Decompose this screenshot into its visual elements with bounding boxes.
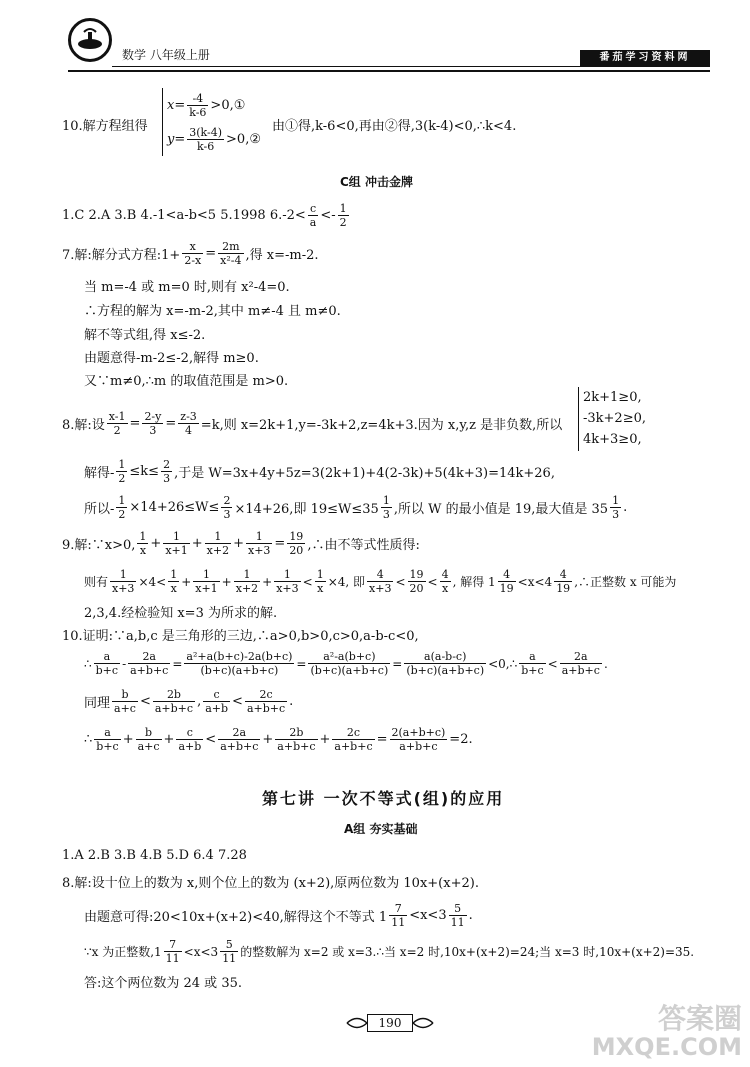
answers-a: 1.A 2.B 3.B 4.B 5.D 6.4 7.28 xyxy=(62,848,247,863)
inequality-system: 2k+1≥0, -3k+2≥0, 4k+3≥0, xyxy=(578,387,646,451)
section-c-heading: C组 冲击金牌 xyxy=(340,175,413,189)
q10-proof-line3: 同理 $\frac{b}{a+c}$ < $\frac{2b}{a+b+c}$ , $\frac{c}{a+b}$ < $\frac{2c}{a+b+c}$ . xyxy=(84,688,294,715)
q10-label: 10.解方程组得 xyxy=(62,119,148,134)
q8b-answer: 答:这个两位数为 24 或 35. xyxy=(84,976,242,991)
brand-banner: 番茄学习资料网 xyxy=(580,50,710,66)
q7-line2: 当 m=-4 或 m=0 时,则有 x²-4=0. xyxy=(84,280,290,295)
section-a-heading: A组 夯实基础 xyxy=(344,822,418,836)
q7-line3: ∴方程的解为 x=-m-2,其中 m≠-4 且 m≠0. xyxy=(84,304,341,319)
q10-proof-line1: 10.证明:∵a,b,c 是三角形的三边,∴a>0,b>0,c>0,a-b-c<0, xyxy=(62,629,419,644)
q10-conclusion: 由①得,k-6<0,再由②得,3(k-4)<0,∴k<4. xyxy=(272,119,517,134)
q7-line1: 7.解:解分式方程:1+ $\frac{x}{2-x}$ = $\frac{2m}{\text{x²-4}}$ ,得 x=-m-2. xyxy=(62,240,319,267)
q8b-line3: ∵x 为正整数,1 $\frac{7}{11}$ <x<3 $\frac{5}{11}$ 的整数解为 x=2 或 x=3.∴当 x=2 时,10x+(x+2)=24;当 x=3 时,10x+(x+2)=35. xyxy=(84,938,695,965)
q9-line2: 则有 $\frac{1}{x+3}$ ×4< $\frac{1}{x}$ + $\frac{1}{x+1}$ + $\frac{1}{x+2}$ + $\frac{1}{x+3}$ < $\frac{1}{x}$ ×4, 即 $\frac{4}{x+3}$ < $\frac{19}{20}$ < $\frac{4}{x}$ , 解得 1 $\frac{4}{19}$ <x<4 $\frac{4}{19}$ ,∴正整数 x 可能为 xyxy=(84,568,677,595)
q8-line1: 8.解:设 $\frac{x-1}{2}$ = $\frac{2-y}{3}$ = $\frac{z-3}{4}$ =k,则 x=2k+1,y=-3k+2,z=4k+3.因为 x,y,z 是非负数,所以 xyxy=(62,410,563,437)
q8b-line1: 8.解:设十位上的数为 x,则个位上的数为 (x+2),原两位数为 10x+(x+2). xyxy=(62,876,479,891)
q10-proof-line2: ∴ $\frac{a}{b+c}$ - $\frac{2a}{a+b+c}$ = $\frac{\text{a²+a(b+c)-2a(b+c)}}{(b+c)(a+b+c)}$ = $\frac{\text{a²-a(b+c)}}{(b+c)(a+b+c)}$ = $\frac{a(a-b-c)}{(b+c)(a+b+c)}$ <0,∴ $\frac{a}{b+c}$ < $\frac{2a}{a+b+c}$ . xyxy=(84,650,608,677)
q8-line2: 解得- $\frac{1}{2}$ ≤k≤ $\frac{2}{3}$ ,于是 W=3x+4y+5z=3(2k+1)+4(2-3k)+5(4k+3)=14k+26, xyxy=(84,458,555,485)
book-logo xyxy=(68,18,112,62)
answers-c: 1.C 2.A 3.B 4.-1<a-b<5 5.1998 6.-2< $\frac{c}{a}$ <- $\frac{1}{2}$ xyxy=(62,202,347,229)
page-number: 190 xyxy=(367,1014,413,1032)
book-title: 数学 八年级上册 xyxy=(122,48,210,62)
q7-line5: 由题意得-m-2≤-2,解得 m≥0. xyxy=(84,351,259,366)
header-rule-thin xyxy=(112,66,710,67)
lesson-title: 第七讲 一次不等式(组)的应用 xyxy=(262,789,505,808)
watermark: 答案圈 MXQE.COM xyxy=(591,1002,742,1061)
q9-line3: 2,3,4.经检验知 x=3 为所求的解. xyxy=(84,606,278,621)
q7-line4: 解不等式组,得 x≤-2. xyxy=(84,328,206,343)
page-number-ornament xyxy=(345,1012,435,1034)
q8b-line2: 由题意可得:20<10x+(x+2)<40,解得这个不等式 1 $\frac{7}{11}$ <x<3 $\frac{5}{11}$ . xyxy=(84,902,473,929)
q7-line6: 又∵m≠0,∴m 的取值范围是 m>0. xyxy=(84,374,289,389)
q8-line3: 所以- $\frac{1}{2}$ ×14+26≤W≤ $\frac{2}{3}$ ×14+26,即 19≤W≤35 $\frac{1}{3}$ ,所以 W 的最小值是 19,最大值是 35 $\frac{1}{3}$ . xyxy=(84,494,628,521)
lamp-icon xyxy=(74,24,106,56)
equation-system: x= $\frac{-4}{k-6}$ >0,① y= $\frac{3(k-4)}{k-6}$ >0,② xyxy=(162,88,261,156)
q9-line1: 9.解:∵x>0, $\frac{1}{x}$ + $\frac{1}{x+1}$ + $\frac{1}{x+2}$ + $\frac{1}{x+3}$ = $\frac{19}{20}$ ,∴由不等式性质得: xyxy=(62,530,420,557)
header-rule xyxy=(68,70,710,72)
q10-proof-line4: ∴ $\frac{a}{b+c}$ + $\frac{b}{a+c}$ + $\frac{c}{a+b}$ < $\frac{2a}{a+b+c}$ + $\frac{2b}{a+b+c}$ + $\frac{2c}{a+b+c}$ = $\frac{2(a+b+c)}{a+b+c}$ =2. xyxy=(84,726,473,753)
